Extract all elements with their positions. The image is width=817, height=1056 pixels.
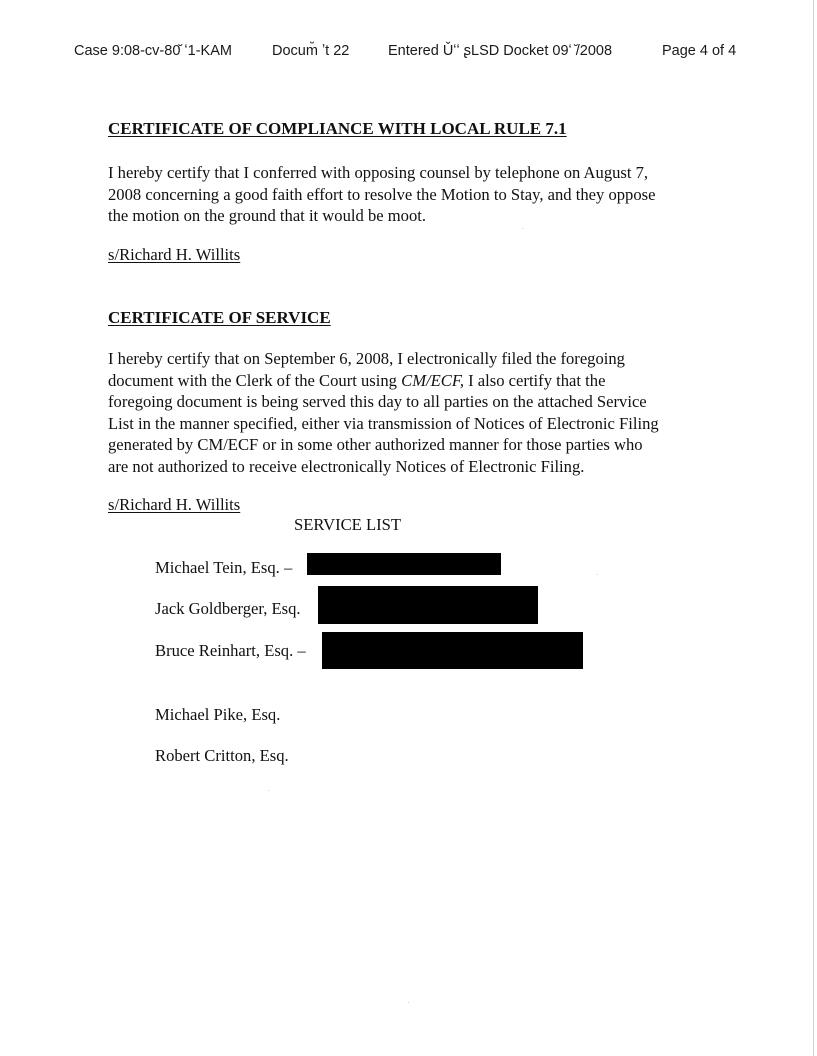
service-line: List in the manner specified, either via transmission of Notices of Electronic Filing: [108, 413, 659, 433]
service-line: generated by CM/ECF or in some other authorized manner for those parties who: [108, 435, 643, 454]
compliance-signature: s/Richard H. Willits: [108, 245, 241, 264]
service-list-entry: Jack Goldberger, Esq.: [155, 599, 301, 618]
service-line: are not authorized to receive electronically Notices of Electronic Filing.: [108, 456, 585, 476]
compliance-heading: CERTIFICATE OF COMPLIANCE WITH LOCAL RULE 7.1: [108, 119, 567, 138]
scan-speck: [268, 790, 269, 791]
compliance-line: 2008 concerning a good faith effort to resolve the Motion to Stay, and they oppose: [108, 184, 656, 204]
redaction-box: [307, 553, 501, 575]
compliance-line: the motion on the ground that it would be moot.: [108, 206, 427, 225]
compliance-paragraph: [108, 162, 728, 227]
service-heading: CERTIFICATE OF SERVICE: [108, 308, 331, 327]
header-page-count: Page 4 of 4: [662, 43, 737, 59]
compliance-line: I hereby certify that I conferred with opposing counsel by telephone on August 7,: [108, 163, 649, 182]
redaction-box: [322, 632, 583, 669]
service-line-text: document with the Clerk of the Court using: [108, 370, 402, 390]
scan-edge-line: [813, 0, 814, 1056]
service-list-title: SERVICE LIST: [294, 515, 401, 534]
service-line-with-italic: [108, 370, 728, 392]
service-list-entry: Bruce Reinhart, Esq. –: [155, 641, 306, 660]
header-entered-date: Entered Ǔʻʻ ʂLSD Docket 09ʻ ̆/2008: [388, 43, 613, 59]
cmecf-italic: CM/ECF,: [401, 370, 464, 390]
service-list-entry: Michael Pike, Esq.: [155, 705, 281, 724]
service-paragraph: [108, 348, 728, 477]
scan-speck: [522, 228, 523, 229]
service-line-text: I also certify that the: [463, 370, 606, 390]
header-case-number: Case 9:08-cv-80̆ ʻ1-KAM: [74, 43, 232, 59]
header-document-number: Docum̆ ʼt 22: [272, 43, 350, 59]
service-line: foregoing document is being served this day to all parties on the attached Service: [108, 392, 647, 411]
service-list-entry: Robert Critton, Esq.: [155, 746, 289, 765]
scan-speck: [408, 1002, 409, 1003]
service-list-entry: Michael Tein, Esq. –: [155, 558, 293, 577]
scan-speck: [597, 574, 598, 575]
service-signature: s/Richard H. Willits: [108, 495, 241, 514]
service-line: I hereby certify that on September 6, 2008, I electronically filed the foregoing: [108, 349, 625, 368]
redaction-box: [318, 586, 538, 624]
